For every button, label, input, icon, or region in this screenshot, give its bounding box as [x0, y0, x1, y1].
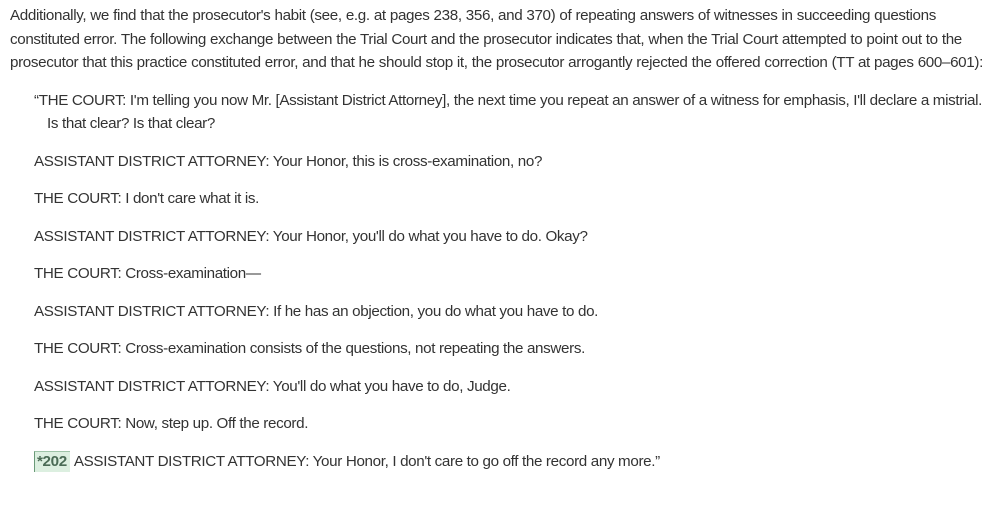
transcript-line-with-page-marker — [34, 450, 990, 474]
transcript-line: ASSISTANT DISTRICT ATTORNEY: You'll do what you have to do, Judge. — [34, 377, 511, 395]
transcript-line: ASSISTANT DISTRICT ATTORNEY: If he has an objection, you do what you have to do. — [34, 302, 599, 320]
transcript-line: ASSISTANT DISTRICT ATTORNEY: Your Honor, you'll do what you have to do. Okay? — [34, 227, 588, 245]
transcript-line: THE COURT: Now, step up. Off the record. — [34, 415, 309, 432]
page-number-marker[interactable]: *202 — [34, 451, 70, 472]
transcript-line: THE COURT: I don't care what it is. — [34, 190, 260, 207]
intro-paragraph: Additionally, we find that the prosecutor's habit (see, e.g. at pages 238, 356, and 370) of repeating answers of witnesses in succeeding questions constituted error. The following exchange between the Trial Court and the prosecutor indicates that, when the Trial Court attempted to point out to the prosecutor that this practice constituted error, and that he should stop it, the prosecutor arrogantly rejected the offered correction (TT at pages 600–601): — [10, 7, 983, 71]
transcript-line: “THE COURT: I'm telling you now Mr. [Assistant District Attorney], the next time you repeat an answer of a witness for emphasis, I'll declare a mistrial. Is that clear? Is that clear? — [34, 91, 982, 132]
transcript-line: THE COURT: Cross-examination— — [34, 265, 261, 282]
transcript-line: ASSISTANT DISTRICT ATTORNEY: Your Honor, this is cross-examination, no? — [34, 152, 543, 170]
transcript-blockquote — [34, 89, 990, 474]
transcript-line: THE COURT: Cross-examination consists of the questions, not repeating the answers. — [34, 340, 585, 357]
transcript-line-text: ASSISTANT DISTRICT ATTORNEY: Your Honor, I don't care to go off the record any more.” — [73, 452, 660, 470]
